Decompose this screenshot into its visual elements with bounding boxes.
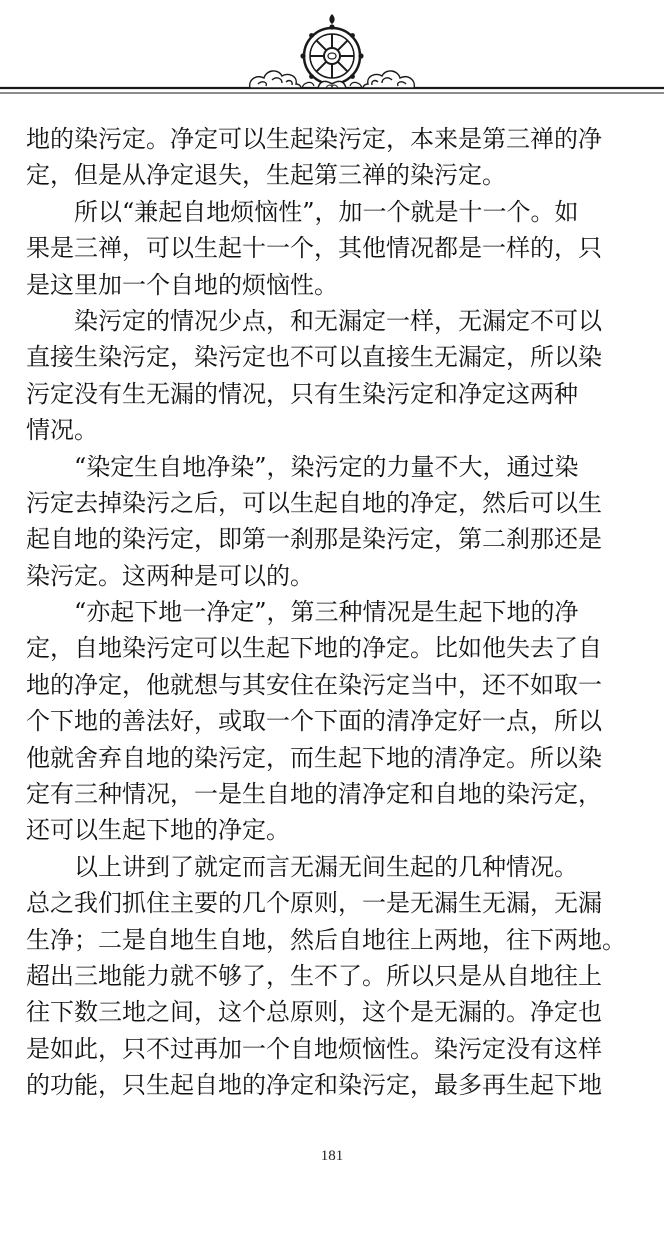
text-line: 定有三种情况，一是生自地的清净定和自地的染污定， <box>26 780 602 809</box>
page-number: 181 <box>320 1148 344 1164</box>
text-line: 地的染污定。净定可以生起染污定，本来是第三禅的净 <box>26 125 602 153</box>
text-line: 往下数三地之间，这个总原则，这个是无漏的。净定也 <box>26 998 602 1027</box>
text-line: 定，自地染污定可以生起下地的净定。比如他失去了自 <box>26 634 602 663</box>
text-line: 果是三禅，可以生起十一个，其他情况都是一样的，只 <box>26 234 602 263</box>
text-line: 污定去掉染污之后，可以生起自地的净定，然后可以生 <box>26 488 602 517</box>
text-line: 个下地的善法好，或取一个下面的清净定好一点，所以 <box>26 707 602 736</box>
text-line: 他就舍弃自地的染污定，而生起下地的清净定。所以染 <box>26 743 602 772</box>
text-line: 的功能，只生起自地的净定和染污定，最多再生起下地 <box>26 1071 602 1100</box>
text-line: 总之我们抓住主要的几个原则，一是无漏生无漏，无漏 <box>26 889 602 918</box>
text-line: 以上讲到了就定而言无漏无间生起的几种情况。 <box>74 852 578 881</box>
text-line: 污定没有生无漏的情况，只有生染污定和净定这两种 <box>26 379 578 408</box>
text-line: 是如此，只不过再加一个自地烦恼性。染污定没有这样 <box>26 1034 602 1063</box>
text-line: 定，但是从净定退失，生起第三禅的染污定。 <box>26 161 506 190</box>
text-line: 染污定。这两种是可以的。 <box>26 561 314 590</box>
text-line: 还可以生起下地的净定。 <box>26 816 290 845</box>
cloud-ornament-icon <box>250 71 301 88</box>
text-line: 超出三地能力就不够了，生不了。所以只是从自地往上 <box>26 961 602 990</box>
cloud-ornament-icon <box>363 71 414 88</box>
text-line: “染定生自地净染”，染污定的力量不大，通过染 <box>74 452 579 481</box>
page-body <box>26 121 638 1104</box>
text-line: 地的净定，他就想与其安住在染污定当中，还不如取一 <box>26 670 602 699</box>
text-line: 情况。 <box>26 416 98 445</box>
text-line: 是这里加一个自地的烦恼性。 <box>26 270 338 299</box>
header-ornament <box>0 0 664 110</box>
text-line: “亦起下地一净定”，第三种情况是生起下地的净 <box>74 598 579 627</box>
text-line: 所以“兼起自地烦恼性”，加一个就是十一个。如 <box>74 197 579 226</box>
text-line: 染污定的情况少点，和无漏定一样，无漏定不可以 <box>74 306 602 335</box>
dharma-wheel-icon <box>300 14 363 88</box>
page-header <box>0 0 664 110</box>
text-line: 直接生染污定，染污定也不可以直接生无漏定，所以染 <box>26 343 602 372</box>
text-line: 生净；二是自地生自地，然后自地往上两地，往下两地。 <box>26 925 626 954</box>
text-line: 起自地的染污定，即第一刹那是染污定，第二刹那还是 <box>26 525 602 554</box>
